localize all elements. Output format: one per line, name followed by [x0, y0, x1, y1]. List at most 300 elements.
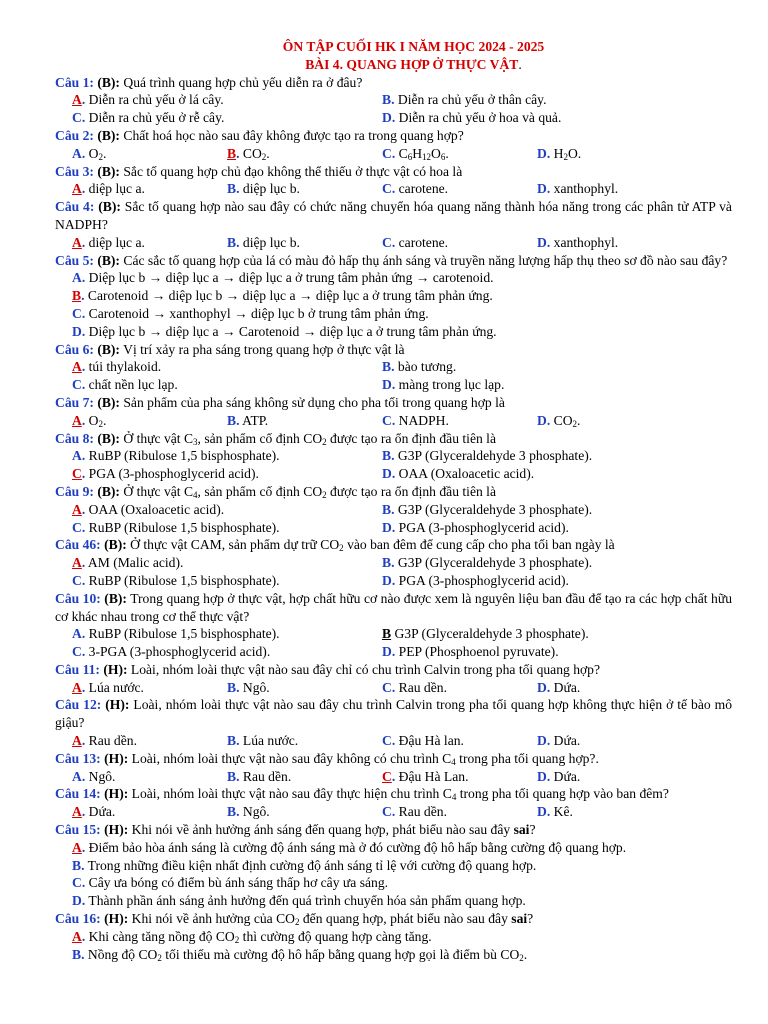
- answer-option-a: [72, 768, 227, 786]
- answer-option-d: [382, 376, 692, 394]
- option-letter: A: [72, 733, 82, 749]
- option-letter-dot: .: [391, 377, 396, 393]
- question-block: [55, 430, 732, 483]
- option-letter: D: [537, 181, 547, 197]
- question-emphasis: sai: [511, 911, 528, 927]
- option-letter: A: [72, 448, 82, 464]
- answer-option-d: [537, 412, 692, 430]
- question-stem: [55, 252, 732, 270]
- option-letter-dot: .: [391, 181, 396, 197]
- answer-option-a: [72, 180, 227, 198]
- answer-option-a: [72, 732, 227, 750]
- option-text: diệp lục a.: [88, 181, 145, 197]
- question-text: Ở thực vật $C_4$, sản phẩm cố định $CO_2$ được tạo ra ổn định đầu tiên là: [123, 483, 496, 500]
- question-level: (H):: [104, 786, 129, 802]
- option-letter-dot: .: [391, 501, 395, 517]
- option-text: Diễn ra chủ yếu ở lá cây.: [88, 92, 224, 108]
- option-letter: B: [382, 626, 392, 642]
- option-letter: C: [72, 644, 82, 660]
- question-text: Các sắc tố quang hợp của lá có màu đỏ hấp thụ ánh sáng và truyền năng lượng hấp thụ theo sơ đồ nào sau đây?: [123, 252, 728, 268]
- option-letter: A: [72, 679, 82, 695]
- option-letter-dot: .: [81, 572, 86, 588]
- question-text: Sắc tố quang hợp nào sau đây có chức năng chuyển hóa quang năng thành hóa năng trong các phân tử ATP và NADPH?: [55, 199, 732, 232]
- option-text: Kê.: [553, 804, 573, 820]
- option-letter-dot: .: [391, 92, 395, 108]
- answer-option-a: [72, 269, 732, 287]
- option-text: Rau dền.: [88, 733, 137, 749]
- question-level: (B):: [97, 74, 120, 90]
- answer-option-b: [227, 679, 382, 697]
- answer-option-a: [72, 145, 227, 163]
- answer-options: [55, 554, 732, 590]
- option-letter-dot: .: [81, 412, 86, 428]
- option-text: carotene.: [398, 234, 449, 250]
- option-letter-dot: .: [81, 946, 85, 962]
- option-letter: A: [72, 501, 82, 517]
- answer-option-c: [382, 180, 537, 198]
- answer-options: [55, 501, 732, 537]
- option-letter-dot: .: [81, 804, 86, 820]
- answer-option-c: [382, 803, 537, 821]
- answer-option-b: [382, 501, 692, 519]
- option-text: Đậu Hà lan.: [398, 733, 464, 749]
- option-letter-dot: .: [546, 181, 551, 197]
- question-level: (H):: [105, 697, 130, 713]
- answer-option-a: [72, 447, 382, 465]
- answer-option-b: [72, 287, 732, 305]
- option-letter-dot: .: [391, 733, 396, 749]
- option-letter-dot: .: [391, 519, 396, 535]
- question-block: [55, 661, 732, 697]
- option-text: RuBP (Ribulose 1,5 bisphosphate).: [88, 626, 280, 642]
- option-text: NADPH.: [398, 412, 449, 428]
- answer-options: [55, 234, 732, 252]
- question-number: Câu 4:: [55, 199, 95, 215]
- question-level: (H):: [104, 911, 129, 927]
- option-text: Rau dền.: [242, 768, 292, 784]
- option-letter-dot: .: [391, 804, 396, 820]
- option-text: Thành phần ánh sáng ảnh hưởng đến quá trình chuyển hóa sản phẩm quang hợp.: [88, 893, 526, 909]
- title-line-2-text: BÀI 4. QUANG HỢP Ở THỰC VẬT: [305, 56, 519, 72]
- option-letter-dot: .: [81, 555, 86, 571]
- option-letter-dot: .: [546, 679, 551, 695]
- answer-option-c: [72, 109, 382, 127]
- answer-option-b: [382, 554, 692, 572]
- answer-option-a: [72, 554, 382, 572]
- question-text-end: ?: [529, 822, 536, 838]
- option-text: xanthophyl.: [553, 234, 619, 250]
- option-letter: B: [227, 679, 237, 695]
- answer-option-c: [382, 234, 537, 252]
- question-text: Loài, nhóm loài thực vật nào sau đây không có chu trình $C_4$ trong pha tối quang hợp?.: [131, 750, 599, 767]
- answer-option-d: [382, 465, 692, 483]
- answer-option-a: [72, 234, 227, 252]
- option-letter-dot: .: [81, 644, 86, 660]
- answer-options: [55, 928, 732, 964]
- option-letter: B: [227, 412, 237, 428]
- option-text: 3-PGA (3-phosphoglycerid acid).: [88, 644, 271, 660]
- question-text: Loài, nhóm loài thực vật nào sau đây thực hiện chu trình $C_4$ trong pha tối quang hợp vào ban đêm?: [131, 786, 669, 803]
- option-letter-dot: .: [81, 768, 86, 784]
- option-text: G3P (Glyceraldehyde 3 phosphate).: [391, 626, 589, 642]
- question-block: [55, 252, 732, 341]
- answer-option-a: [72, 679, 227, 697]
- question-stem: [55, 536, 732, 554]
- answer-option-a: [72, 501, 382, 519]
- question-text: Sắc tố quang hợp chủ đạo không thể thiếu ở thực vật có hoa là: [123, 163, 463, 179]
- question-level: (B):: [97, 483, 120, 499]
- option-letter: C: [382, 733, 392, 749]
- question-text: Loài, nhóm loài thực vật nào sau đây chu trình Calvin trong pha tối quang hợp không thực hiện ở tế bào mô giậu?: [55, 697, 733, 731]
- option-text: $C_6H_{12}O_6$.: [398, 145, 449, 162]
- question-block: [55, 127, 732, 163]
- option-text: Điểm bảo hòa ánh sáng là cường độ ánh sáng mà ở đó cường độ hô hấp bằng cường độ quang hợp.: [88, 839, 627, 855]
- option-letter: C: [72, 572, 82, 588]
- option-letter: B: [72, 288, 82, 304]
- option-letter-dot: .: [81, 733, 86, 749]
- option-text: $O_2$.: [88, 412, 107, 429]
- option-text: RuBP (Ribulose 1,5 bisphosphate).: [88, 448, 280, 464]
- answer-option-b: [227, 768, 382, 786]
- answer-option-a: [72, 91, 382, 109]
- option-letter: A: [72, 359, 82, 375]
- option-letter-dot: .: [81, 288, 85, 304]
- answer-options: [55, 768, 732, 786]
- option-text: màng trong lục lạp.: [398, 377, 505, 393]
- option-letter-dot: .: [81, 679, 86, 695]
- question-stem: [55, 785, 732, 803]
- question-number: Câu 9:: [55, 483, 94, 499]
- option-letter-dot: .: [81, 466, 86, 482]
- option-letter-dot: .: [81, 110, 86, 126]
- answer-option-d: [72, 892, 732, 910]
- answer-option-d: [382, 109, 692, 127]
- option-text: Diệp lục b → diệp lục a → diệp lục a ở trung tâm phản ứng → carotenoid.: [88, 270, 494, 286]
- option-letter: D: [382, 466, 392, 482]
- option-text: Dứa.: [88, 804, 116, 820]
- answer-option-d: [382, 643, 692, 661]
- option-text: Cây ưa bóng có điểm bù ánh sáng thấp hơ cây ưa sáng.: [88, 875, 389, 891]
- option-letter: C: [382, 768, 392, 784]
- answer-option-d: [537, 768, 692, 786]
- option-text: chất nền lục lạp.: [88, 377, 178, 393]
- option-letter-dot: .: [546, 804, 551, 820]
- option-text: diệp lục b.: [242, 181, 300, 197]
- option-letter-dot: .: [81, 359, 86, 375]
- question-number: Câu 16:: [55, 911, 101, 927]
- option-letter-dot: .: [236, 181, 240, 197]
- question-stem: [55, 394, 732, 412]
- option-text: Nồng độ $CO_2$ tối thiếu mà cường độ hô hấp bằng quang hợp gọi là điểm bù $CO_2$.: [87, 946, 528, 963]
- option-letter-dot: .: [546, 733, 551, 749]
- option-text: G3P (Glyceraldehyde 3 phosphate).: [397, 555, 593, 571]
- option-letter: A: [72, 270, 82, 286]
- option-letter: D: [72, 323, 82, 339]
- option-letter: D: [537, 145, 547, 161]
- option-text: Ngô.: [242, 804, 270, 820]
- answer-option-b: [227, 412, 382, 430]
- question-number: Câu 15:: [55, 822, 101, 838]
- option-letter: D: [537, 679, 547, 695]
- question-stem: [55, 341, 732, 359]
- title-line-2-tail: .: [518, 56, 522, 72]
- option-text: PGA (3-phosphoglycerid acid).: [398, 572, 569, 588]
- option-letter: C: [72, 466, 82, 482]
- option-letter-dot: .: [546, 234, 551, 250]
- answer-option-a: [72, 803, 227, 821]
- option-text: Diệp lục b → diệp lục a → Carotenoid → diệp lục a ở trung tâm phản ứng.: [88, 323, 497, 339]
- question-block: [55, 821, 732, 910]
- option-letter-dot: .: [81, 181, 86, 197]
- question-stem: [55, 750, 732, 768]
- option-letter-dot: .: [391, 768, 396, 784]
- option-letter-dot: .: [391, 555, 395, 571]
- question-text: Vị trí xảy ra pha sáng trong quang hợp ở thực vật là: [123, 341, 405, 357]
- option-letter-dot: .: [391, 679, 396, 695]
- option-letter-dot: .: [391, 234, 396, 250]
- option-letter-dot: .: [236, 412, 240, 428]
- option-letter-dot: .: [391, 110, 396, 126]
- option-letter: A: [72, 234, 82, 250]
- option-letter-dot: .: [391, 572, 396, 588]
- answer-option-d: [537, 732, 692, 750]
- option-letter-dot: .: [81, 893, 86, 909]
- answer-options: [55, 180, 732, 198]
- answer-option-c: [382, 412, 537, 430]
- option-text: Dứa.: [553, 679, 581, 695]
- question-level: (B):: [97, 394, 120, 410]
- option-letter-dot: .: [391, 644, 396, 660]
- option-letter: A: [72, 555, 82, 571]
- option-letter: A: [72, 928, 82, 944]
- option-letter: A: [72, 804, 82, 820]
- question-level: (B):: [97, 430, 120, 446]
- option-letter-dot: .: [81, 270, 86, 286]
- question-level: (B):: [104, 537, 127, 553]
- option-letter: C: [72, 110, 82, 126]
- option-letter-dot: .: [81, 875, 86, 891]
- option-text: xanthophyl.: [553, 181, 619, 197]
- question-list: [55, 74, 732, 964]
- option-letter-dot: .: [81, 448, 86, 464]
- option-text: OAA (Oxaloacetic acid).: [88, 501, 225, 517]
- option-text: Dứa.: [553, 768, 581, 784]
- option-letter-dot: .: [81, 305, 86, 321]
- option-letter: C: [382, 412, 392, 428]
- question-number: Câu 5:: [55, 252, 94, 268]
- option-letter: B: [227, 145, 237, 161]
- answer-option-d: [537, 234, 692, 252]
- option-letter: B: [382, 501, 392, 517]
- question-block: [55, 163, 732, 199]
- question-text: Chất hoá học nào sau đây không được tạo ra trong quang hợp?: [123, 127, 464, 143]
- option-letter-dot: .: [546, 768, 551, 784]
- option-letter: B: [382, 359, 392, 375]
- answer-option-b: [227, 803, 382, 821]
- option-letter: D: [537, 768, 547, 784]
- answer-option-d: [537, 803, 692, 821]
- answer-option-b: [72, 857, 732, 875]
- question-stem: [55, 198, 732, 234]
- option-text: OAA (Oxaloacetic acid).: [398, 466, 535, 482]
- option-letter-dot: .: [81, 501, 86, 517]
- option-letter: A: [72, 181, 82, 197]
- option-letter-dot: .: [81, 857, 85, 873]
- answer-options: [55, 679, 732, 697]
- option-letter-dot: .: [236, 733, 240, 749]
- option-letter: C: [72, 875, 82, 891]
- question-number: Câu 6:: [55, 341, 94, 357]
- option-letter: D: [537, 234, 547, 250]
- question-block: [55, 394, 732, 430]
- question-text: Sản phẩm của pha sáng không sử dụng cho pha tối trong quang hợp là: [123, 394, 505, 410]
- option-letter: C: [382, 234, 392, 250]
- option-letter: B: [72, 946, 82, 962]
- question-stem: [55, 661, 732, 679]
- answer-option-a: [72, 358, 382, 376]
- option-letter-dot: .: [81, 145, 86, 161]
- option-letter: B: [382, 92, 392, 108]
- answer-option-b: [227, 234, 382, 252]
- question-number: Câu 3:: [55, 163, 94, 179]
- option-letter-dot: .: [236, 234, 240, 250]
- option-letter: C: [72, 519, 82, 535]
- question-stem: [55, 821, 732, 839]
- option-text: Carotenoid → diệp lục b → diệp lục a → diệp lục a ở trung tâm phản ứng.: [87, 288, 493, 304]
- answer-option-b: [382, 91, 692, 109]
- option-text: Trong những điều kiện nhất định cường độ ánh sáng tỉ lệ với cường độ quang hợp.: [87, 857, 537, 873]
- document-title: [55, 38, 732, 74]
- option-letter: C: [72, 377, 82, 393]
- question-level: (B):: [97, 341, 120, 357]
- answer-option-b: [382, 358, 692, 376]
- question-number: Câu 7:: [55, 394, 94, 410]
- option-letter-dot: .: [81, 519, 86, 535]
- option-letter: D: [537, 412, 547, 428]
- question-text: Loài, nhóm loài thực vật nào sau đây chỉ có chu trình Calvin trong pha tối quang hợp?: [130, 661, 601, 677]
- option-letter: A: [72, 626, 82, 642]
- question-text: Khi nói về ảnh hưởng của $CO_2$ đến quang hợp, phát biểu nào sau đây: [131, 911, 508, 928]
- option-letter-dot: .: [546, 412, 551, 428]
- option-text: Ngô.: [242, 679, 270, 695]
- option-letter-dot: .: [391, 448, 395, 464]
- question-text: Ở thực vật $C_3$, sản phẩm cố định $CO_2$ được tạo ra ổn định đầu tiên là: [123, 430, 496, 447]
- question-stem: [55, 696, 732, 732]
- option-letter-dot: .: [236, 145, 240, 161]
- answer-option-c: [382, 732, 537, 750]
- option-text: PEP (Phosphoenol pyruvate).: [398, 644, 559, 660]
- option-text: Rau dền.: [398, 679, 447, 695]
- answer-options: [55, 412, 732, 430]
- option-text: Diễn ra chủ yếu ở rễ cây.: [88, 110, 225, 126]
- question-stem: [55, 430, 732, 448]
- option-text: Rau dền.: [398, 804, 447, 820]
- question-block: [55, 750, 732, 786]
- answer-options: [55, 803, 732, 821]
- answer-option-b: [382, 625, 692, 643]
- option-letter: A: [72, 92, 82, 108]
- option-text: AM (Malic acid).: [87, 555, 184, 571]
- option-letter-dot: .: [236, 768, 240, 784]
- option-letter-dot: .: [391, 412, 396, 428]
- option-text: Ngô.: [88, 768, 116, 784]
- answer-option-b: [72, 946, 732, 964]
- question-text: Khi nói về ảnh hưởng ánh sáng đến quang hợp, phát biểu nào sau đây: [131, 822, 511, 838]
- option-letter: C: [382, 804, 392, 820]
- option-letter-dot: .: [81, 928, 86, 944]
- option-letter: B: [227, 804, 237, 820]
- answer-option-b: [227, 180, 382, 198]
- option-letter: B: [227, 733, 237, 749]
- question-stem: [55, 127, 732, 145]
- option-text: $O_2$.: [88, 145, 107, 162]
- option-text: PGA (3-phosphoglycerid acid).: [398, 519, 569, 535]
- question-number: Câu 12:: [55, 697, 102, 713]
- question-number: Câu 13:: [55, 750, 101, 766]
- option-letter-dot: .: [81, 626, 86, 642]
- question-level: (H):: [104, 822, 129, 838]
- question-level: (B):: [97, 127, 120, 143]
- answer-option-c: [72, 643, 382, 661]
- question-stem: [55, 163, 732, 181]
- option-text: Carotenoid → xanthophyl → diệp lục b ở trung tâm phản ứng.: [88, 305, 429, 321]
- option-text: RuBP (Ribulose 1,5 bisphosphate).: [88, 519, 280, 535]
- option-letter-dot: .: [546, 145, 551, 161]
- option-text: Lúa nước.: [88, 679, 144, 695]
- option-text: carotene.: [398, 181, 449, 197]
- question-level: (H):: [103, 661, 128, 677]
- option-letter-dot: .: [236, 804, 240, 820]
- option-letter: B: [227, 234, 237, 250]
- option-text: $CO_2$.: [242, 145, 270, 162]
- option-letter: A: [72, 145, 82, 161]
- question-block: [55, 341, 732, 394]
- option-letter: B: [382, 555, 392, 571]
- option-letter: B: [227, 181, 237, 197]
- option-letter: D: [537, 804, 547, 820]
- option-letter-dot: .: [81, 839, 86, 855]
- question-level: (B):: [98, 199, 121, 215]
- option-letter-dot: .: [81, 323, 86, 339]
- question-number: Câu 10:: [55, 590, 101, 606]
- answer-option-b: [227, 145, 382, 163]
- option-letter: D: [72, 893, 82, 909]
- question-stem: [55, 910, 732, 928]
- option-letter: A: [72, 839, 82, 855]
- option-letter-dot: .: [391, 466, 396, 482]
- option-text: G3P (Glyceraldehyde 3 phosphate).: [397, 501, 593, 517]
- option-letter: C: [72, 305, 82, 321]
- answer-options: [55, 732, 732, 750]
- question-stem: [55, 590, 732, 626]
- question-level: (B):: [97, 163, 120, 179]
- answer-options: [55, 145, 732, 163]
- option-letter: C: [382, 181, 392, 197]
- answer-option-c: [72, 305, 732, 323]
- question-stem: [55, 74, 732, 92]
- title-line-2: [95, 56, 732, 74]
- option-text: $CO_2$.: [553, 412, 581, 429]
- option-letter-dot: .: [236, 679, 240, 695]
- option-letter: A: [72, 412, 82, 428]
- option-text: Diễn ra chủ yếu ở thân cây.: [397, 92, 547, 108]
- answer-option-c: [382, 679, 537, 697]
- answer-option-d: [537, 679, 692, 697]
- option-text: diệp lục a.: [88, 234, 145, 250]
- option-text: G3P (Glyceraldehyde 3 phosphate).: [397, 448, 593, 464]
- option-letter: D: [537, 733, 547, 749]
- option-letter: C: [382, 145, 392, 161]
